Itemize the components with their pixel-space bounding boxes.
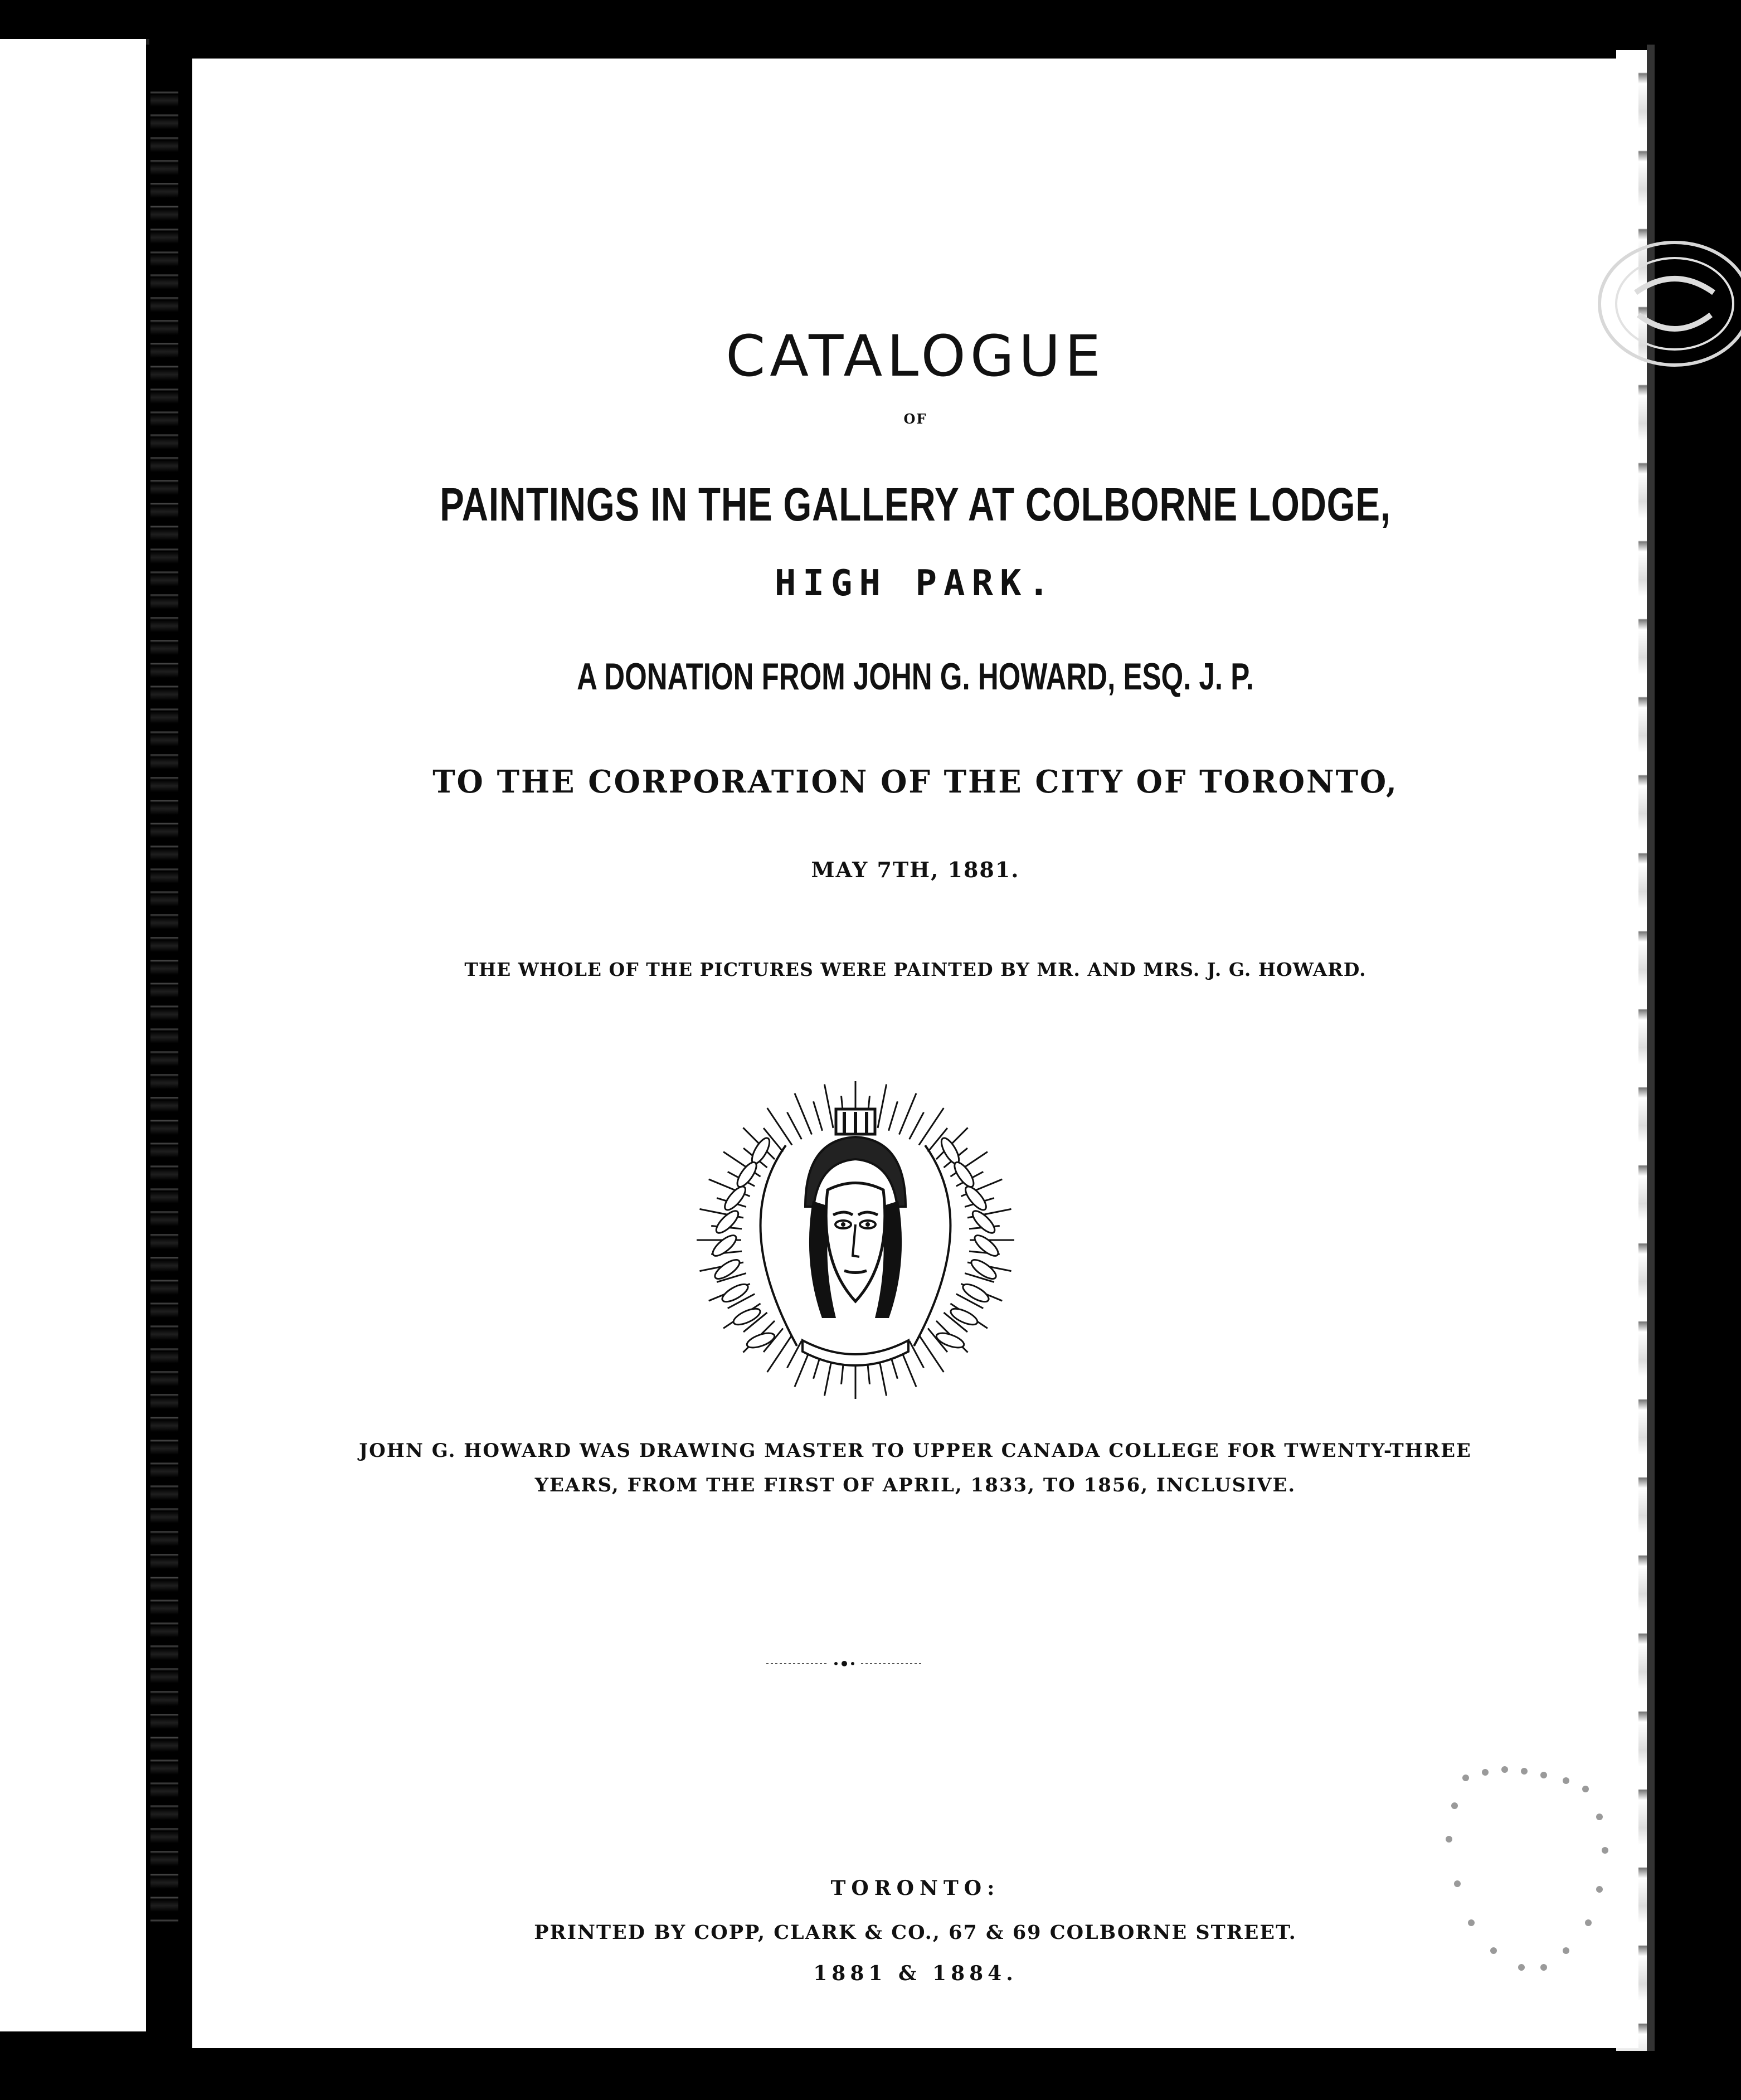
donation-line: A DONATION FROM JOHN G. HOWARD, ESQ. J. P.: [577, 655, 1254, 698]
of-connector: OF: [903, 411, 927, 427]
imprint-printer: PRINTED BY COPP, CLARK & CO., 67 & 69 COLBORNE STREET.: [534, 1921, 1297, 1944]
imprint-years: 1881 & 1884.: [813, 1962, 1018, 1985]
dotted-rule-ornament-icon: [761, 1658, 928, 1669]
spine-texture: [150, 84, 178, 1923]
drawing-master-note-line-1: JOHN G. HOWARD WAS DRAWING MASTER TO UPPER CANADA COLLEGE FOR TWENTY-THREE: [359, 1440, 1472, 1462]
drawing-master-note-line-2: YEARS, FROM THE FIRST OF APRIL, 1833, TO 1856, INCLUSIVE.: [534, 1474, 1296, 1496]
painted-by-note: THE WHOLE OF THE PICTURES WERE PAINTED BY MR. AND MRS. J. G. HOWARD.: [464, 959, 1366, 980]
title-page: [192, 59, 1638, 2048]
helmeted-head-in-laurel-wreath-emblem-icon: [685, 1078, 1025, 1402]
imprint-city: TORONTO:: [830, 1877, 1000, 1900]
location-heading: HIGH PARK.: [774, 563, 1057, 604]
catalogue-heading: CATALOGUE: [726, 323, 1105, 390]
recipient-line: TO THE CORPORATION OF THE CITY OF TORONTO,: [432, 764, 1398, 800]
donation-date: MAY 7TH, 1881.: [811, 857, 1020, 882]
perforation-stamp-icon: [1432, 1756, 1616, 1995]
paintings-title: PAINTINGS IN THE GALLERY AT COLBORNE LODGE,: [440, 478, 1391, 531]
